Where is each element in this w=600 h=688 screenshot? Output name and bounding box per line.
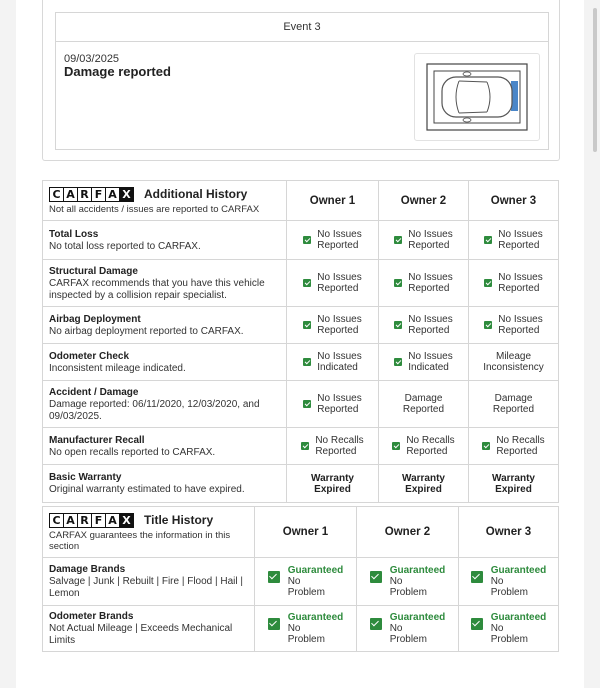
check-icon: [484, 236, 492, 244]
owner-3-header: Owner 3: [459, 507, 559, 558]
section-subtitle: Not all accidents / issues are reported to CARFAX: [49, 203, 260, 215]
row-label: [43, 307, 287, 344]
owner-2-status: [379, 344, 469, 381]
row-description: CARFAX recommends that you have this vehicle inspected by a collision repair specialist.: [49, 277, 265, 301]
status-line: Reported: [498, 325, 540, 336]
status-line: Warranty: [311, 472, 354, 484]
guaranteed-label: Guaranteed: [389, 565, 446, 576]
status-line: No Recalls: [406, 435, 455, 446]
owner-3-guarantee: [459, 558, 559, 606]
check-icon: [303, 400, 311, 408]
status-line: Problem: [287, 587, 325, 598]
owner-2-guarantee: [357, 606, 459, 652]
status-line: Damage: [494, 393, 533, 404]
owner-1-status: [287, 428, 379, 465]
table-row: [43, 260, 559, 307]
row-title: Manufacturer Recall: [49, 434, 145, 446]
status-line: Expired: [495, 483, 532, 495]
check-icon: [394, 358, 402, 366]
owner-1-header: Owner 1: [287, 181, 379, 221]
owner-2-guarantee: [357, 558, 459, 606]
status-line: Problem: [389, 634, 427, 645]
status-line: No Issues: [317, 351, 362, 362]
event-title: Damage reported: [64, 64, 171, 79]
row-label: [43, 606, 255, 652]
check-icon: [394, 279, 402, 287]
owner-2-status: [379, 307, 469, 344]
row-description: Original warranty estimated to have expired.: [49, 484, 245, 495]
check-icon: [303, 236, 311, 244]
owner-3-status: [469, 381, 559, 428]
status-line: No Issues: [317, 272, 362, 283]
status-line: No Issues: [408, 272, 453, 283]
status-line: Reported: [317, 283, 359, 294]
status-line: Reported: [496, 446, 538, 457]
status-line: No: [287, 576, 301, 587]
status-line: Reported: [317, 325, 359, 336]
status-line: Reported: [498, 283, 540, 294]
row-title: Basic Warranty: [49, 472, 122, 483]
row-description: No open recalls reported to CARFAX.: [49, 446, 216, 458]
title-history-table: [42, 506, 559, 652]
row-label: [43, 260, 287, 307]
table-row: [43, 558, 559, 606]
status-line: No: [389, 623, 403, 634]
owner-1-status: [287, 344, 379, 381]
status-line: Expired: [405, 483, 442, 495]
logo-letter: A: [105, 513, 119, 528]
check-icon: [394, 236, 402, 244]
owner-3-guarantee: [459, 606, 559, 652]
status-line: Problem: [490, 587, 528, 598]
check-icon: [370, 571, 382, 583]
row-title: Damage Brands: [49, 564, 126, 575]
logo-letter: C: [49, 513, 63, 528]
guaranteed-label: Guaranteed: [490, 565, 547, 576]
status-line: No Issues: [408, 229, 453, 240]
status-line: Reported: [498, 240, 540, 251]
logo-letter: X: [119, 187, 134, 202]
additional-history-header: [43, 181, 287, 221]
status-line: Mileage: [495, 351, 532, 362]
status-line: Reported: [408, 325, 450, 336]
status-line: Problem: [287, 634, 325, 645]
row-description: Not Actual Mileage | Exceeds Mechanical Limits: [49, 623, 233, 646]
logo-letter: C: [49, 187, 63, 202]
logo-letter: F: [91, 187, 105, 202]
check-icon: [471, 618, 483, 630]
logo-letter: F: [91, 513, 105, 528]
table-row: [43, 381, 559, 428]
row-title: Odometer Brands: [49, 611, 134, 622]
owner-3-status: [469, 260, 559, 307]
logo-letter: A: [63, 513, 77, 528]
row-description: Damage reported: 06/11/2020, 12/03/2020, and 09/03/2025.: [49, 398, 260, 422]
status-line: Problem: [490, 634, 528, 645]
section-subtitle: CARFAX guarantees the information in this section: [49, 529, 231, 552]
check-icon: [301, 442, 309, 450]
status-line: Warranty: [492, 472, 535, 484]
status-line: Reported: [492, 404, 535, 415]
row-label: [43, 465, 287, 503]
owner-2-status: [379, 221, 469, 260]
status-line: No Issues: [408, 314, 453, 325]
check-icon: [471, 571, 483, 583]
status-line: Damage: [404, 393, 443, 404]
section-title: Additional History: [144, 187, 248, 201]
check-icon: [484, 279, 492, 287]
owner-2-status: [379, 260, 469, 307]
carfax-logo: [49, 513, 134, 528]
table-row: [43, 344, 559, 381]
row-label: [43, 428, 287, 465]
status-line: Indicated: [317, 362, 358, 373]
status-line: Reported: [402, 404, 445, 415]
logo-letter: R: [77, 187, 91, 202]
event-header: Event 3: [56, 13, 548, 42]
row-description: No total loss reported to CARFAX.: [49, 240, 201, 252]
row-label: [43, 344, 287, 381]
status-line: Reported: [408, 283, 450, 294]
guaranteed-label: Guaranteed: [490, 612, 547, 623]
logo-letter: A: [105, 187, 119, 202]
car-diagram-icon: [415, 54, 539, 140]
table-row: [43, 606, 559, 652]
guaranteed-label: Guaranteed: [287, 612, 344, 623]
table-row: [43, 465, 559, 503]
owner-2-header: Owner 2: [379, 181, 469, 221]
status-line: No Recalls: [315, 435, 364, 446]
check-icon: [370, 618, 382, 630]
row-label: [43, 558, 255, 606]
owner-2-status: [379, 381, 469, 428]
event-card: [42, 0, 560, 161]
owner-1-guarantee: [255, 606, 357, 652]
row-label: [43, 221, 287, 260]
status-line: No Recalls: [496, 435, 545, 446]
row-description: Salvage | Junk | Rebuilt | Fire | Flood | Hail | Lemon: [49, 576, 243, 599]
owner-1-header: Owner 1: [255, 507, 357, 558]
status-line: Reported: [408, 240, 450, 251]
owner-1-status: [287, 381, 379, 428]
status-line: No Issues: [408, 351, 453, 362]
status-line: No: [389, 576, 403, 587]
owner-3-status: [469, 307, 559, 344]
owner-3-status: [469, 344, 559, 381]
owner-1-status: [287, 260, 379, 307]
damage-diagram: [414, 53, 540, 141]
status-line: Reported: [317, 404, 359, 415]
status-line: No Issues: [317, 393, 362, 404]
status-line: No Issues: [498, 229, 543, 240]
status-line: No: [287, 623, 301, 634]
owner-1-status: [287, 465, 379, 503]
owner-3-header: Owner 3: [469, 181, 559, 221]
check-icon: [482, 442, 490, 450]
check-icon: [484, 321, 492, 329]
owner-1-guarantee: [255, 558, 357, 606]
guaranteed-label: Guaranteed: [287, 565, 344, 576]
status-line: Reported: [406, 446, 448, 457]
owner-1-status: [287, 221, 379, 260]
status-line: Reported: [315, 446, 357, 457]
title-history-header: [43, 507, 255, 558]
owner-1-status: [287, 307, 379, 344]
check-icon: [303, 358, 311, 366]
status-line: No Issues: [498, 314, 543, 325]
status-line: Indicated: [408, 362, 449, 373]
status-line: No Issues: [317, 314, 362, 325]
table-row: [43, 221, 559, 260]
status-line: Reported: [317, 240, 359, 251]
row-title: Total Loss: [49, 228, 99, 240]
logo-letter: X: [119, 513, 134, 528]
owner-3-status: [469, 465, 559, 503]
status-line: No Issues: [317, 229, 362, 240]
section-title: Title History: [144, 513, 214, 527]
row-description: Inconsistent mileage indicated.: [49, 362, 186, 374]
check-icon: [303, 279, 311, 287]
check-icon: [268, 618, 280, 630]
status-line: No: [490, 576, 504, 587]
owner-3-status: [469, 428, 559, 465]
event-date: 09/03/2025: [64, 53, 120, 65]
table-row: [43, 428, 559, 465]
owner-2-status: [379, 465, 469, 503]
row-title: Structural Damage: [49, 265, 138, 277]
check-icon: [394, 321, 402, 329]
status-line: No: [490, 623, 504, 634]
carfax-logo: [49, 187, 134, 202]
logo-letter: R: [77, 513, 91, 528]
owner-3-status: [469, 221, 559, 260]
scrollbar[interactable]: [593, 8, 597, 152]
owner-2-status: [379, 428, 469, 465]
check-icon: [303, 321, 311, 329]
status-line: Warranty: [402, 472, 445, 484]
row-title: Accident / Damage: [49, 386, 139, 398]
logo-letter: A: [63, 187, 77, 202]
check-icon: [392, 442, 400, 450]
status-line: Problem: [389, 587, 427, 598]
status-line: Expired: [314, 483, 351, 495]
status-line: Inconsistency: [483, 362, 544, 373]
row-title: Airbag Deployment: [49, 313, 141, 325]
owner-2-header: Owner 2: [357, 507, 459, 558]
table-row: [43, 307, 559, 344]
additional-history-table: [42, 180, 559, 503]
row-title: Odometer Check: [49, 350, 130, 362]
event-panel: [55, 12, 549, 150]
guaranteed-label: Guaranteed: [389, 612, 446, 623]
row-label: [43, 381, 287, 428]
row-description: No airbag deployment reported to CARFAX.: [49, 325, 244, 337]
status-line: No Issues: [498, 272, 543, 283]
check-icon: [268, 571, 280, 583]
